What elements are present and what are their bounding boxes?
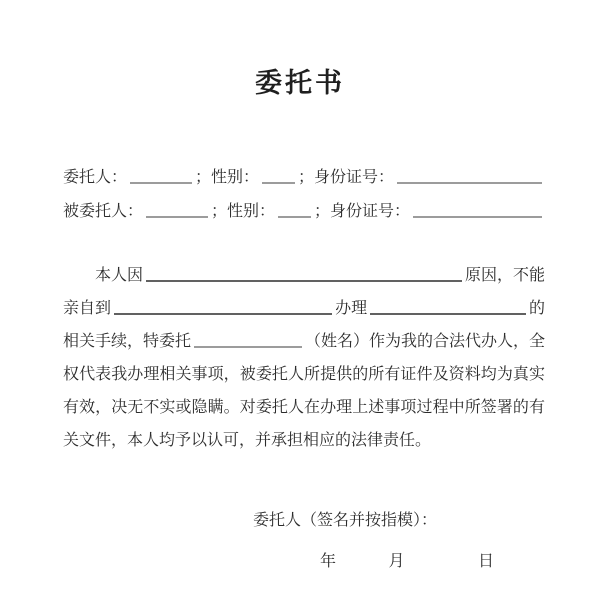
- client-gender-blank: [262, 170, 295, 184]
- body-l1-post: 原因，不能: [464, 267, 545, 284]
- agent-name-label: 被委托人：: [63, 203, 144, 220]
- agent-id-blank: [413, 204, 542, 218]
- document-content: [63, 161, 545, 572]
- matter-blank: [370, 301, 526, 315]
- signature-label: 委托人（签名并按指模）：: [253, 512, 438, 529]
- client-id-blank: [397, 170, 542, 184]
- agent-gender-label: ；性别：: [211, 203, 276, 220]
- body-l2-pre: 亲自到: [63, 300, 112, 317]
- body-line-6: 关文件，本人均予以认可，并承担相应的法律责任。: [63, 432, 432, 449]
- agent-id-label: ；身份证号：: [314, 203, 411, 220]
- date-day-label: 日: [477, 553, 494, 570]
- body-line-1: [63, 259, 545, 292]
- body-l3-post: （姓名）作为我的合法代办人，全: [304, 333, 545, 350]
- body-l2-post: 的: [528, 300, 545, 317]
- body-paragraph: [63, 259, 545, 457]
- client-name-blank: [130, 170, 192, 184]
- body-line-5: 有效，决无不实或隐瞒。对委托人在办理上述事项过程中所签署的有: [63, 399, 545, 416]
- body-line-4: 权代表我办理相关事项，被委托人所提供的所有证件及资料均为真实: [63, 366, 545, 383]
- date-year-label: 年: [320, 553, 337, 570]
- agent-name-blank: [146, 204, 208, 218]
- client-name-label: 委托人：: [63, 169, 128, 186]
- signature-row: [63, 511, 545, 531]
- body-l2-mid: 办理: [335, 300, 368, 317]
- client-gender-label: ；性别：: [195, 169, 260, 186]
- body-line-3: [63, 325, 545, 358]
- info-section: [63, 161, 545, 229]
- date-month-label: 月: [388, 553, 405, 570]
- body-l3-pre: 相关手续，特委托: [63, 333, 192, 350]
- client-info-line: [63, 161, 545, 195]
- agent-gender-blank: [278, 204, 311, 218]
- agent-name-fill-blank: [194, 334, 302, 348]
- body-l1-pre: 本人因: [95, 267, 144, 284]
- place-blank: [114, 301, 332, 315]
- agent-info-line: [63, 195, 545, 229]
- page-title: 委托书: [255, 68, 345, 98]
- reason-blank: [146, 268, 462, 282]
- client-id-label: ；身份证号：: [298, 169, 395, 186]
- date-row: [63, 552, 545, 572]
- body-line-2: [63, 292, 545, 325]
